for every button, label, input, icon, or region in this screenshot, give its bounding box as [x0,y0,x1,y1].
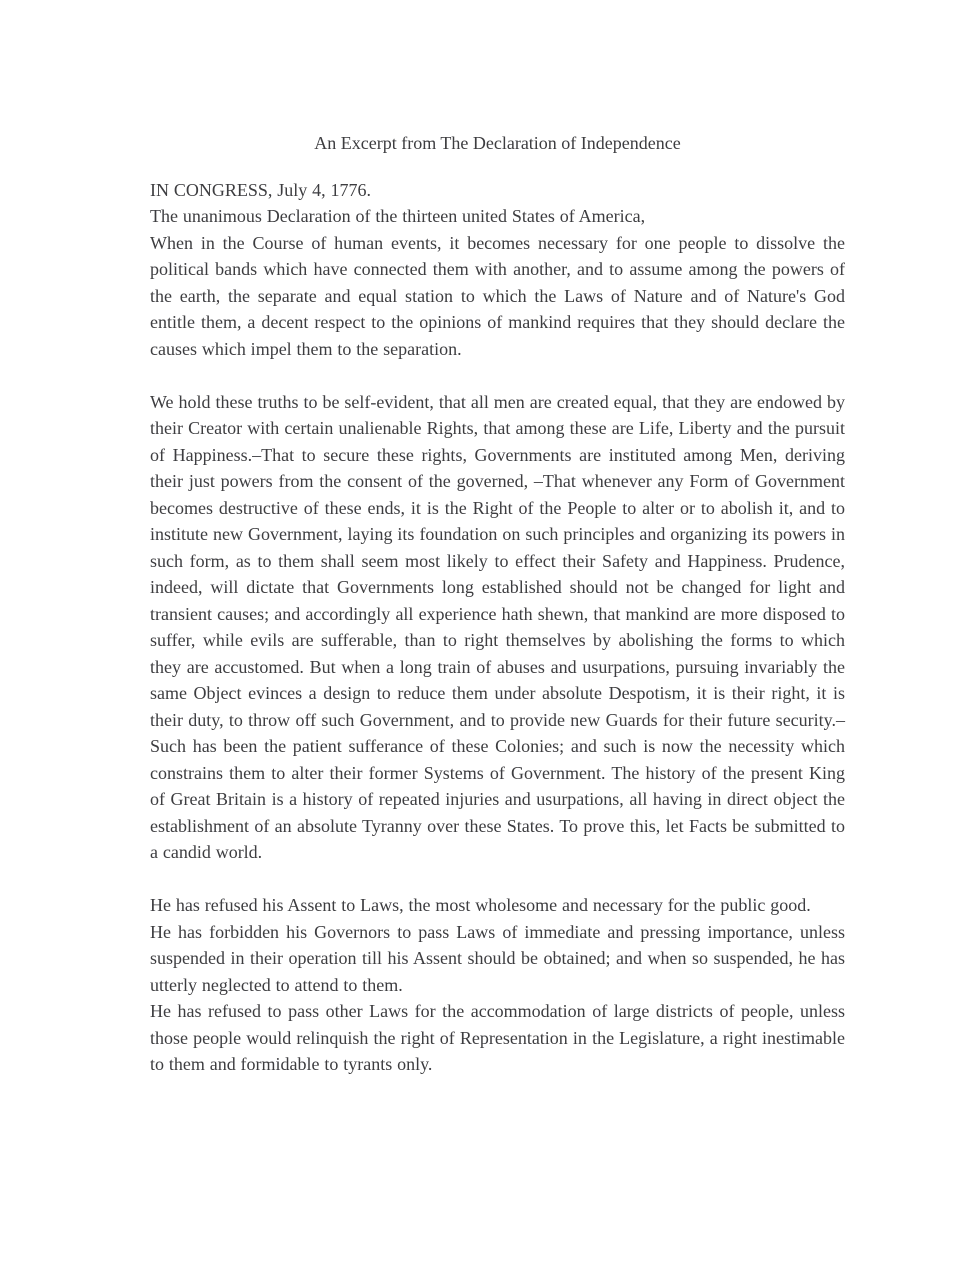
paragraph-forbidden-governors: He has forbidden his Governors to pass Laws of immediate and pressing importance, unless suspended in their operation till his Assent should be obtained; and when so suspended, he has utterly neglected to attend to them. [150,921,845,995]
document-title: An Excerpt from The Declaration of Independence [314,133,681,153]
paragraph-refused-assent: He has refused his Assent to Laws, the most wholesome and necessary for the public good. [150,895,811,915]
document-page [150,130,845,1078]
paragraph-congress-date: IN CONGRESS, July 4, 1776. [150,179,371,200]
paragraph-unanimous-declaration: The unanimous Declaration of the thirteen united States of America, [150,206,646,226]
paragraph-refused-other-laws: He has refused to pass other Laws for the accommodation of large districts of people, unless those people would relinquish the right of Representation in the Legislature, a right inestimable to them and formidable to tyrants only. [150,1001,845,1074]
paragraph-we-hold-these-truths: We hold these truths to be self-evident, that all men are created equal, that they are endowed by their Creator with certain unalienable Rights, that among these are Life, Liberty and the pursuit of Happiness.–That to secure these rights, Governments are instituted among Men, deriving their just powers from the consent of the governed, –That whenever any Form of Government becomes destructive of these ends, it is the Right of the People to alter or to abolish it, and to institute new Government, laying its foundation on such principles and organizing its powers in such form, as to them shall seem most likely to effect their Safety and Happiness. Prudence, indeed, will dictate that Governments long established should not be changed for light and transient causes; and accordingly all experience hath shewn, that mankind are more disposed to suffer, while evils are sufferable, than to right themselves by abolishing the forms to which they are accustomed. But when a long train of abuses and usurpations, pursuing invariably the same Object evinces a design to reduce them under absolute Despotism, it is their right, it is their duty, to throw off such Government, and to provide new Guards for their future security.–Such has been the patient sufferance of these Colonies; and such is now the necessity which constrains them to alter their former Systems of Government. The history of the present King of Great Britain is a history of repeated injuries and usurpations, all having in direct object the establishment of an absolute Tyranny over these States. To prove this, let Facts be submitted to a candid world. [150,391,845,862]
paragraph-when-in-the-course: When in the Course of human events, it becomes necessary for one people to dissolve the political bands which have connected them with another, and to assume among the powers of the earth, the separate and equal station to which the Laws of Nature and of Nature's God entitle them, a decent respect to the opinions of mankind requires that they should declare the causes which impel them to the separation. [150,232,845,359]
